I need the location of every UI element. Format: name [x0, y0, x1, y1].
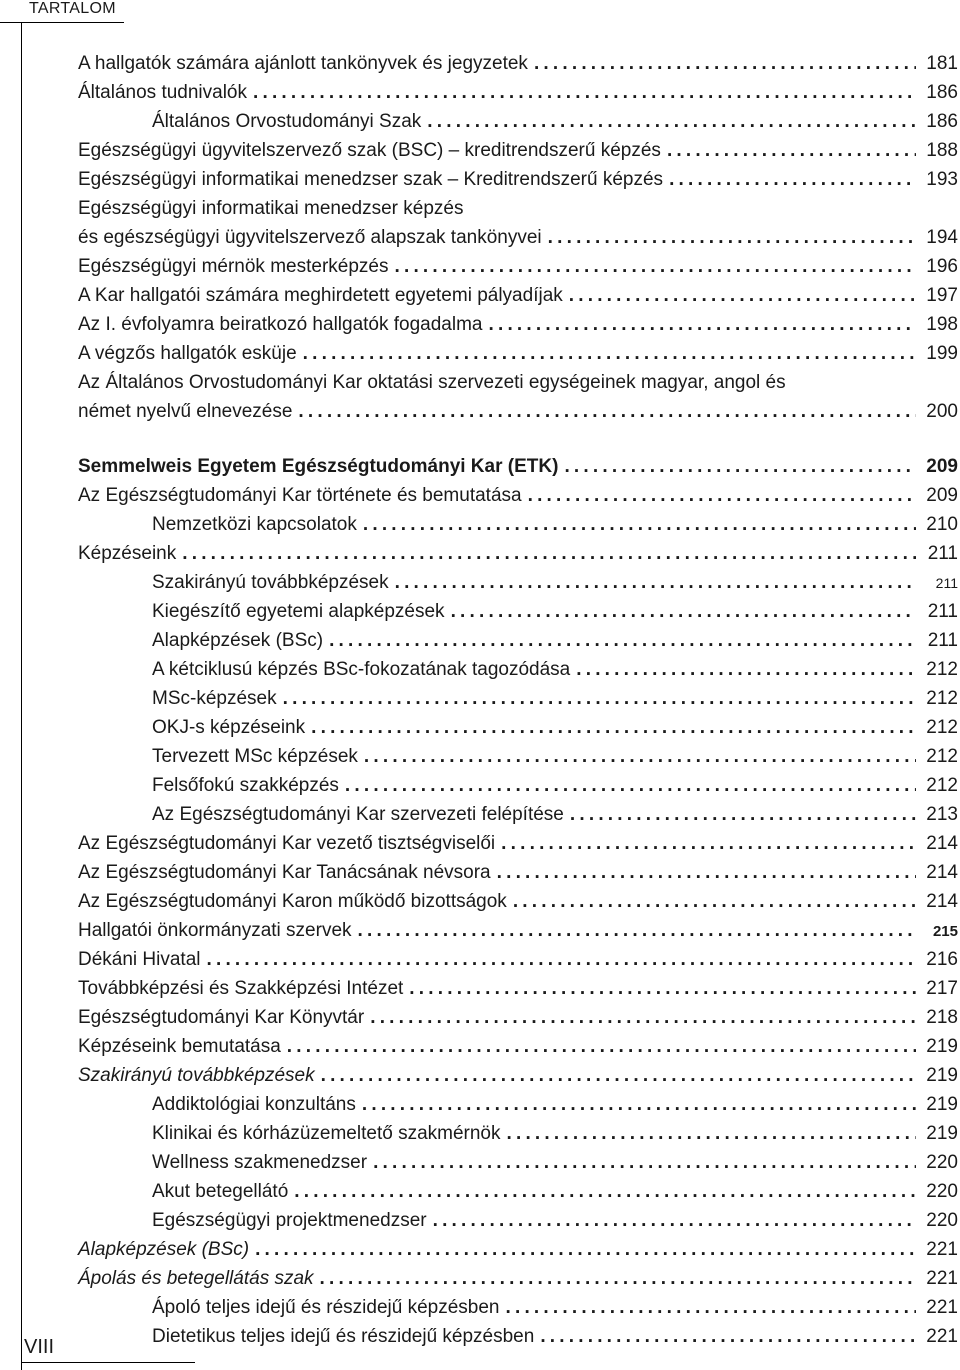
toc-entry-page: 219 [926, 1036, 958, 1057]
dot-leader [367, 1148, 916, 1177]
toc-entry[interactable] [78, 887, 958, 916]
toc-entry-title: OKJ-s képzéseink [152, 717, 306, 738]
toc-entry[interactable] [78, 713, 958, 742]
dot-leader [388, 252, 916, 281]
toc-entry-title: A Kar hallgatói számára meghirdetett egyetemi pályadíjak [78, 285, 563, 306]
toc-entry-title: Alapképzések (BSc) [78, 1239, 250, 1260]
toc-entry-row [78, 252, 958, 281]
toc-entry-title: Semmelweis Egyetem Egészségtudományi Kar (ETK) [78, 456, 559, 477]
toc-entry-page: 213 [926, 804, 958, 825]
toc-entry-title: német nyelvű elnevezése [78, 401, 293, 422]
toc-entry-title: Az Egészségtudományi Kar szervezeti felépítése [152, 804, 564, 825]
toc-entry[interactable] [78, 1322, 958, 1351]
toc-entry-page: 186 [926, 111, 958, 132]
dot-leader [247, 78, 916, 107]
toc-group-etk [78, 452, 958, 1351]
toc-entry-title: Az Egészségtudományi Kar története és bemutatása [78, 485, 522, 506]
toc-entry-page: 211 [927, 601, 958, 622]
dot-leader [249, 1235, 916, 1264]
dot-leader [491, 858, 916, 887]
toc-entry-page: 216 [926, 949, 958, 970]
toc-entry-title: MSc-képzések [152, 688, 277, 709]
toc-entry[interactable] [78, 800, 958, 829]
toc-entry-page: 221 [926, 1326, 958, 1347]
toc-entry-title-line1: Az Általános Orvostudományi Kar oktatási szervezeti egységeinek magyar, angol és [78, 372, 786, 393]
toc-entry[interactable] [78, 1148, 958, 1177]
toc-entry-title: A kétciklusú képzés BSc-fokozatának tagozódása [152, 659, 571, 680]
dot-leader [522, 481, 916, 510]
dot-leader [507, 887, 916, 916]
toc-entry-title: Általános tudnivalók [78, 82, 247, 103]
toc-entry-row [78, 223, 958, 252]
toc-entry-page: 214 [926, 862, 958, 883]
toc-entry-title: és egészségügyi ügyvitelszervező alapszak tankönyvei [78, 227, 542, 248]
toc-entry-page: 194 [926, 227, 958, 248]
dot-leader [563, 281, 916, 310]
toc-entry-title: Tervezett MSc képzések [152, 746, 358, 767]
toc-entry-page: 186 [926, 82, 958, 103]
toc-entry-row [152, 597, 958, 626]
dot-leader [542, 223, 916, 252]
toc-entry-title: Szakirányú továbbképzések [78, 1065, 315, 1086]
toc-entry-title: Az Egészségtudományi Karon működő bizottságok [78, 891, 507, 912]
dot-leader [314, 1264, 916, 1293]
toc-entry-title: Az Egészségtudományi Kar vezető tisztségviselői [78, 833, 496, 854]
toc-entry[interactable] [78, 1003, 958, 1032]
toc-entry-row [78, 78, 958, 107]
toc-entry[interactable] [78, 165, 958, 194]
toc-entry-title: Kiegészítő egyetemi alapképzések [152, 601, 445, 622]
toc-entry-row [78, 49, 958, 78]
toc-entry[interactable] [78, 568, 958, 597]
toc-entry-row [152, 771, 958, 800]
toc-entry-page: 219 [926, 1094, 958, 1115]
toc-entry-row [78, 829, 958, 858]
toc-entry-title: Továbbképzési és Szakképzési Intézet [78, 978, 404, 999]
toc-entry[interactable] [78, 597, 958, 626]
toc-entry-row [152, 107, 958, 136]
toc-entry-page: 193 [926, 169, 958, 190]
toc-entry-title: Dietetikus teljes idejű és részidejű képzésben [152, 1326, 535, 1347]
toc-entry-title: Egészségügyi informatikai menedzser szak – Kreditrendszerű képzés [78, 169, 664, 190]
toc-entry-row [78, 539, 958, 568]
toc-entry-page: 209 [926, 456, 958, 477]
dot-leader [352, 916, 916, 945]
toc-entry-page: 210 [926, 514, 958, 535]
toc-entry-row [78, 1235, 958, 1264]
toc-entry-title: Egészségügyi mérnök mesterképzés [78, 256, 389, 277]
toc-entry-title-line1: Egészségügyi informatikai menedzser képzés [78, 198, 464, 219]
dot-leader [364, 1003, 916, 1032]
toc-entry-title: A végzős hallgatók esküje [78, 343, 297, 364]
toc-entry[interactable] [78, 1177, 958, 1206]
group-spacer [78, 426, 958, 452]
dot-leader [570, 655, 916, 684]
toc-entry[interactable] [78, 1293, 958, 1322]
toc-entry-page: 211 [935, 575, 958, 591]
header-label: TARTALOM [29, 0, 116, 17]
toc-entry-title: Képzéseink bemutatása [78, 1036, 281, 1057]
toc-entry-row [78, 397, 958, 426]
toc-entry[interactable] [78, 916, 958, 945]
toc-entry-row [152, 655, 958, 684]
toc-entry[interactable] [78, 281, 958, 310]
dot-leader [403, 974, 916, 1003]
toc-entry-page: 218 [926, 1007, 958, 1028]
toc-entry-title: Ápoló teljes idejű és részidejű képzésben [152, 1297, 500, 1318]
toc-entry-row [152, 1293, 958, 1322]
toc-entry[interactable] [78, 481, 958, 510]
toc-entry-title: Képzéseink [78, 543, 177, 564]
toc-entry-title: Nemzetközi kapcsolatok [152, 514, 357, 535]
dot-leader [534, 1322, 916, 1351]
toc-entry[interactable] [78, 339, 958, 368]
toc-entry[interactable] [78, 655, 958, 684]
toc-entry-row [152, 800, 958, 829]
toc-entry-title: Általános Orvostudományi Szak [152, 111, 422, 132]
toc-entry-row [78, 281, 958, 310]
toc-entry[interactable] [78, 1235, 958, 1264]
dot-leader [339, 771, 916, 800]
toc-entry-row [152, 1322, 958, 1351]
toc-entry[interactable] [78, 1090, 958, 1119]
toc-entry-page: 215 [932, 923, 958, 940]
dot-leader [176, 539, 916, 568]
dot-leader [357, 510, 916, 539]
toc-entry-title: Az Egészségtudományi Kar Tanácsának névsora [78, 862, 491, 883]
toc-entry-row [78, 1032, 958, 1061]
page-number: VIII [24, 1336, 55, 1358]
toc-entry-page: 198 [926, 314, 958, 335]
dot-leader [277, 684, 916, 713]
dot-leader [323, 626, 916, 655]
toc-entry-page: 181 [926, 53, 958, 74]
dot-leader [661, 136, 916, 165]
left-margin-rule [21, 22, 22, 1370]
toc-entry-row [78, 136, 958, 165]
toc-entry-page: 221 [926, 1268, 958, 1289]
toc-entry-row [152, 684, 958, 713]
toc-entry[interactable] [78, 1032, 958, 1061]
toc-entry-row [152, 1206, 958, 1235]
toc-entry-title: Egészségügyi projektmenedzser [152, 1210, 427, 1231]
toc-entry-title: Egészségtudományi Kar Könyvtár [78, 1007, 365, 1028]
toc-entry[interactable] [78, 684, 958, 713]
dot-leader [500, 1293, 917, 1322]
toc-entry-title: Szakirányú továbbképzések [152, 572, 389, 593]
toc-entry-page: 219 [926, 1065, 958, 1086]
toc-entry-title: Klinikai és kórházüzemeltető szakmérnök [152, 1123, 501, 1144]
toc-entry-page: 211 [927, 543, 958, 564]
dot-leader [558, 452, 916, 481]
toc-entry[interactable] [78, 1206, 958, 1235]
dot-leader [501, 1119, 917, 1148]
toc-entry-row [152, 742, 958, 771]
toc-entry[interactable] [78, 1119, 958, 1148]
dot-leader [201, 945, 917, 974]
dot-leader [427, 1206, 916, 1235]
toc-entry-title: Addiktológiai konzultáns [152, 1094, 356, 1115]
dot-leader [358, 742, 916, 771]
toc-entry-row [78, 945, 958, 974]
toc-entry[interactable] [78, 49, 958, 78]
dot-leader [389, 568, 916, 597]
dot-leader [356, 1090, 916, 1119]
toc-entry-title: Az I. évfolyamra beiratkozó hallgatók fogadalma [78, 314, 483, 335]
toc-entry-page: 212 [926, 717, 958, 738]
toc-entry-row [78, 887, 958, 916]
toc-entry-row [152, 1148, 958, 1177]
toc-entry[interactable] [78, 107, 958, 136]
toc-entry-row [78, 1264, 958, 1293]
toc-entry-title: Dékáni Hivatal [78, 949, 201, 970]
toc-entry-page: 196 [926, 256, 958, 277]
toc-entry-row [78, 974, 958, 1003]
toc-entry-page: 212 [926, 688, 958, 709]
toc-entry[interactable] [78, 945, 958, 974]
toc-entry-row [152, 1090, 958, 1119]
dot-leader [292, 397, 916, 426]
toc-entry-title: Ápolás és betegellátás szak [78, 1268, 314, 1289]
toc-entry-row [78, 1061, 958, 1090]
toc-entry-row [78, 339, 958, 368]
toc-entry-page: 220 [926, 1210, 958, 1231]
toc-entry-page: 212 [926, 746, 958, 767]
toc-entry-row [152, 510, 958, 539]
toc-entry-page: 188 [926, 140, 958, 161]
toc-entry-page: 214 [926, 833, 958, 854]
toc-entry-row [78, 858, 958, 887]
toc-entry-page: 200 [926, 401, 958, 422]
toc-entry-row [152, 1119, 958, 1148]
toc-entry[interactable] [78, 539, 958, 568]
toc-entry-row [152, 1177, 958, 1206]
footer-rule [21, 1362, 195, 1363]
dot-leader [445, 597, 916, 626]
toc-entry-title: Akut betegellátó [152, 1181, 289, 1202]
toc-entry[interactable] [78, 858, 958, 887]
toc-entry[interactable] [78, 626, 958, 655]
dot-leader [305, 713, 916, 742]
toc-entry-page: 211 [927, 630, 958, 651]
dot-leader [528, 49, 916, 78]
toc-entry[interactable] [78, 974, 958, 1003]
toc-entry-page: 197 [926, 285, 958, 306]
dot-leader [297, 339, 916, 368]
toc-entry[interactable] [78, 136, 958, 165]
dot-leader [483, 310, 917, 339]
toc-entry-title: A hallgatók számára ajánlott tankönyvek és jegyzetek [78, 53, 528, 74]
toc-entry-row [78, 481, 958, 510]
toc-entry-title: Hallgatói önkormányzati szervek [78, 920, 352, 941]
running-header [0, 0, 124, 23]
toc-entry-row [152, 713, 958, 742]
toc-entry[interactable] [78, 252, 958, 281]
toc-entry-page: 209 [926, 485, 958, 506]
toc-entry-title: Alapképzések (BSc) [152, 630, 324, 651]
toc-entry-row [78, 452, 958, 481]
toc-entry-page: 214 [926, 891, 958, 912]
toc-entry-row [78, 1003, 958, 1032]
dot-leader [315, 1061, 916, 1090]
toc-entry-title: Felsőfokú szakképzés [152, 775, 339, 796]
toc-entry-title: Wellness szakmenedzser [152, 1152, 368, 1173]
toc-entry-page: 212 [926, 659, 958, 680]
dot-leader [663, 165, 916, 194]
dot-leader [288, 1177, 916, 1206]
toc-entry[interactable] [78, 368, 958, 426]
toc-entry-page: 220 [926, 1181, 958, 1202]
table-of-contents [78, 49, 958, 1351]
toc-entry[interactable] [78, 452, 958, 481]
toc-entry[interactable] [78, 78, 958, 107]
toc-entry-title: Egészségügyi ügyvitelszervező szak (BSC) – kreditrendszerű képzés [78, 140, 661, 161]
toc-entry-page: 217 [926, 978, 958, 999]
toc-entry[interactable] [78, 771, 958, 800]
toc-entry[interactable] [78, 829, 958, 858]
toc-entry-page: 221 [926, 1297, 958, 1318]
toc-entry-row [152, 568, 958, 598]
toc-group-aok [78, 49, 958, 426]
toc-entry-row [152, 626, 958, 655]
dot-leader [495, 829, 916, 858]
toc-entry[interactable] [78, 194, 958, 252]
toc-entry[interactable] [78, 1061, 958, 1090]
toc-entry[interactable] [78, 742, 958, 771]
toc-entry-row [78, 310, 958, 339]
toc-entry[interactable] [78, 510, 958, 539]
dot-leader [281, 1032, 916, 1061]
toc-entry-row [78, 165, 958, 194]
toc-entry-page: 212 [926, 775, 958, 796]
toc-entry[interactable] [78, 1264, 958, 1293]
toc-entry-page: 219 [926, 1123, 958, 1144]
toc-entry[interactable] [78, 310, 958, 339]
dot-leader [564, 800, 916, 829]
toc-entry-page: 220 [926, 1152, 958, 1173]
toc-entry-page: 199 [926, 343, 958, 364]
dot-leader [421, 107, 916, 136]
toc-entry-row [78, 916, 958, 946]
toc-entry-page: 221 [926, 1239, 958, 1260]
